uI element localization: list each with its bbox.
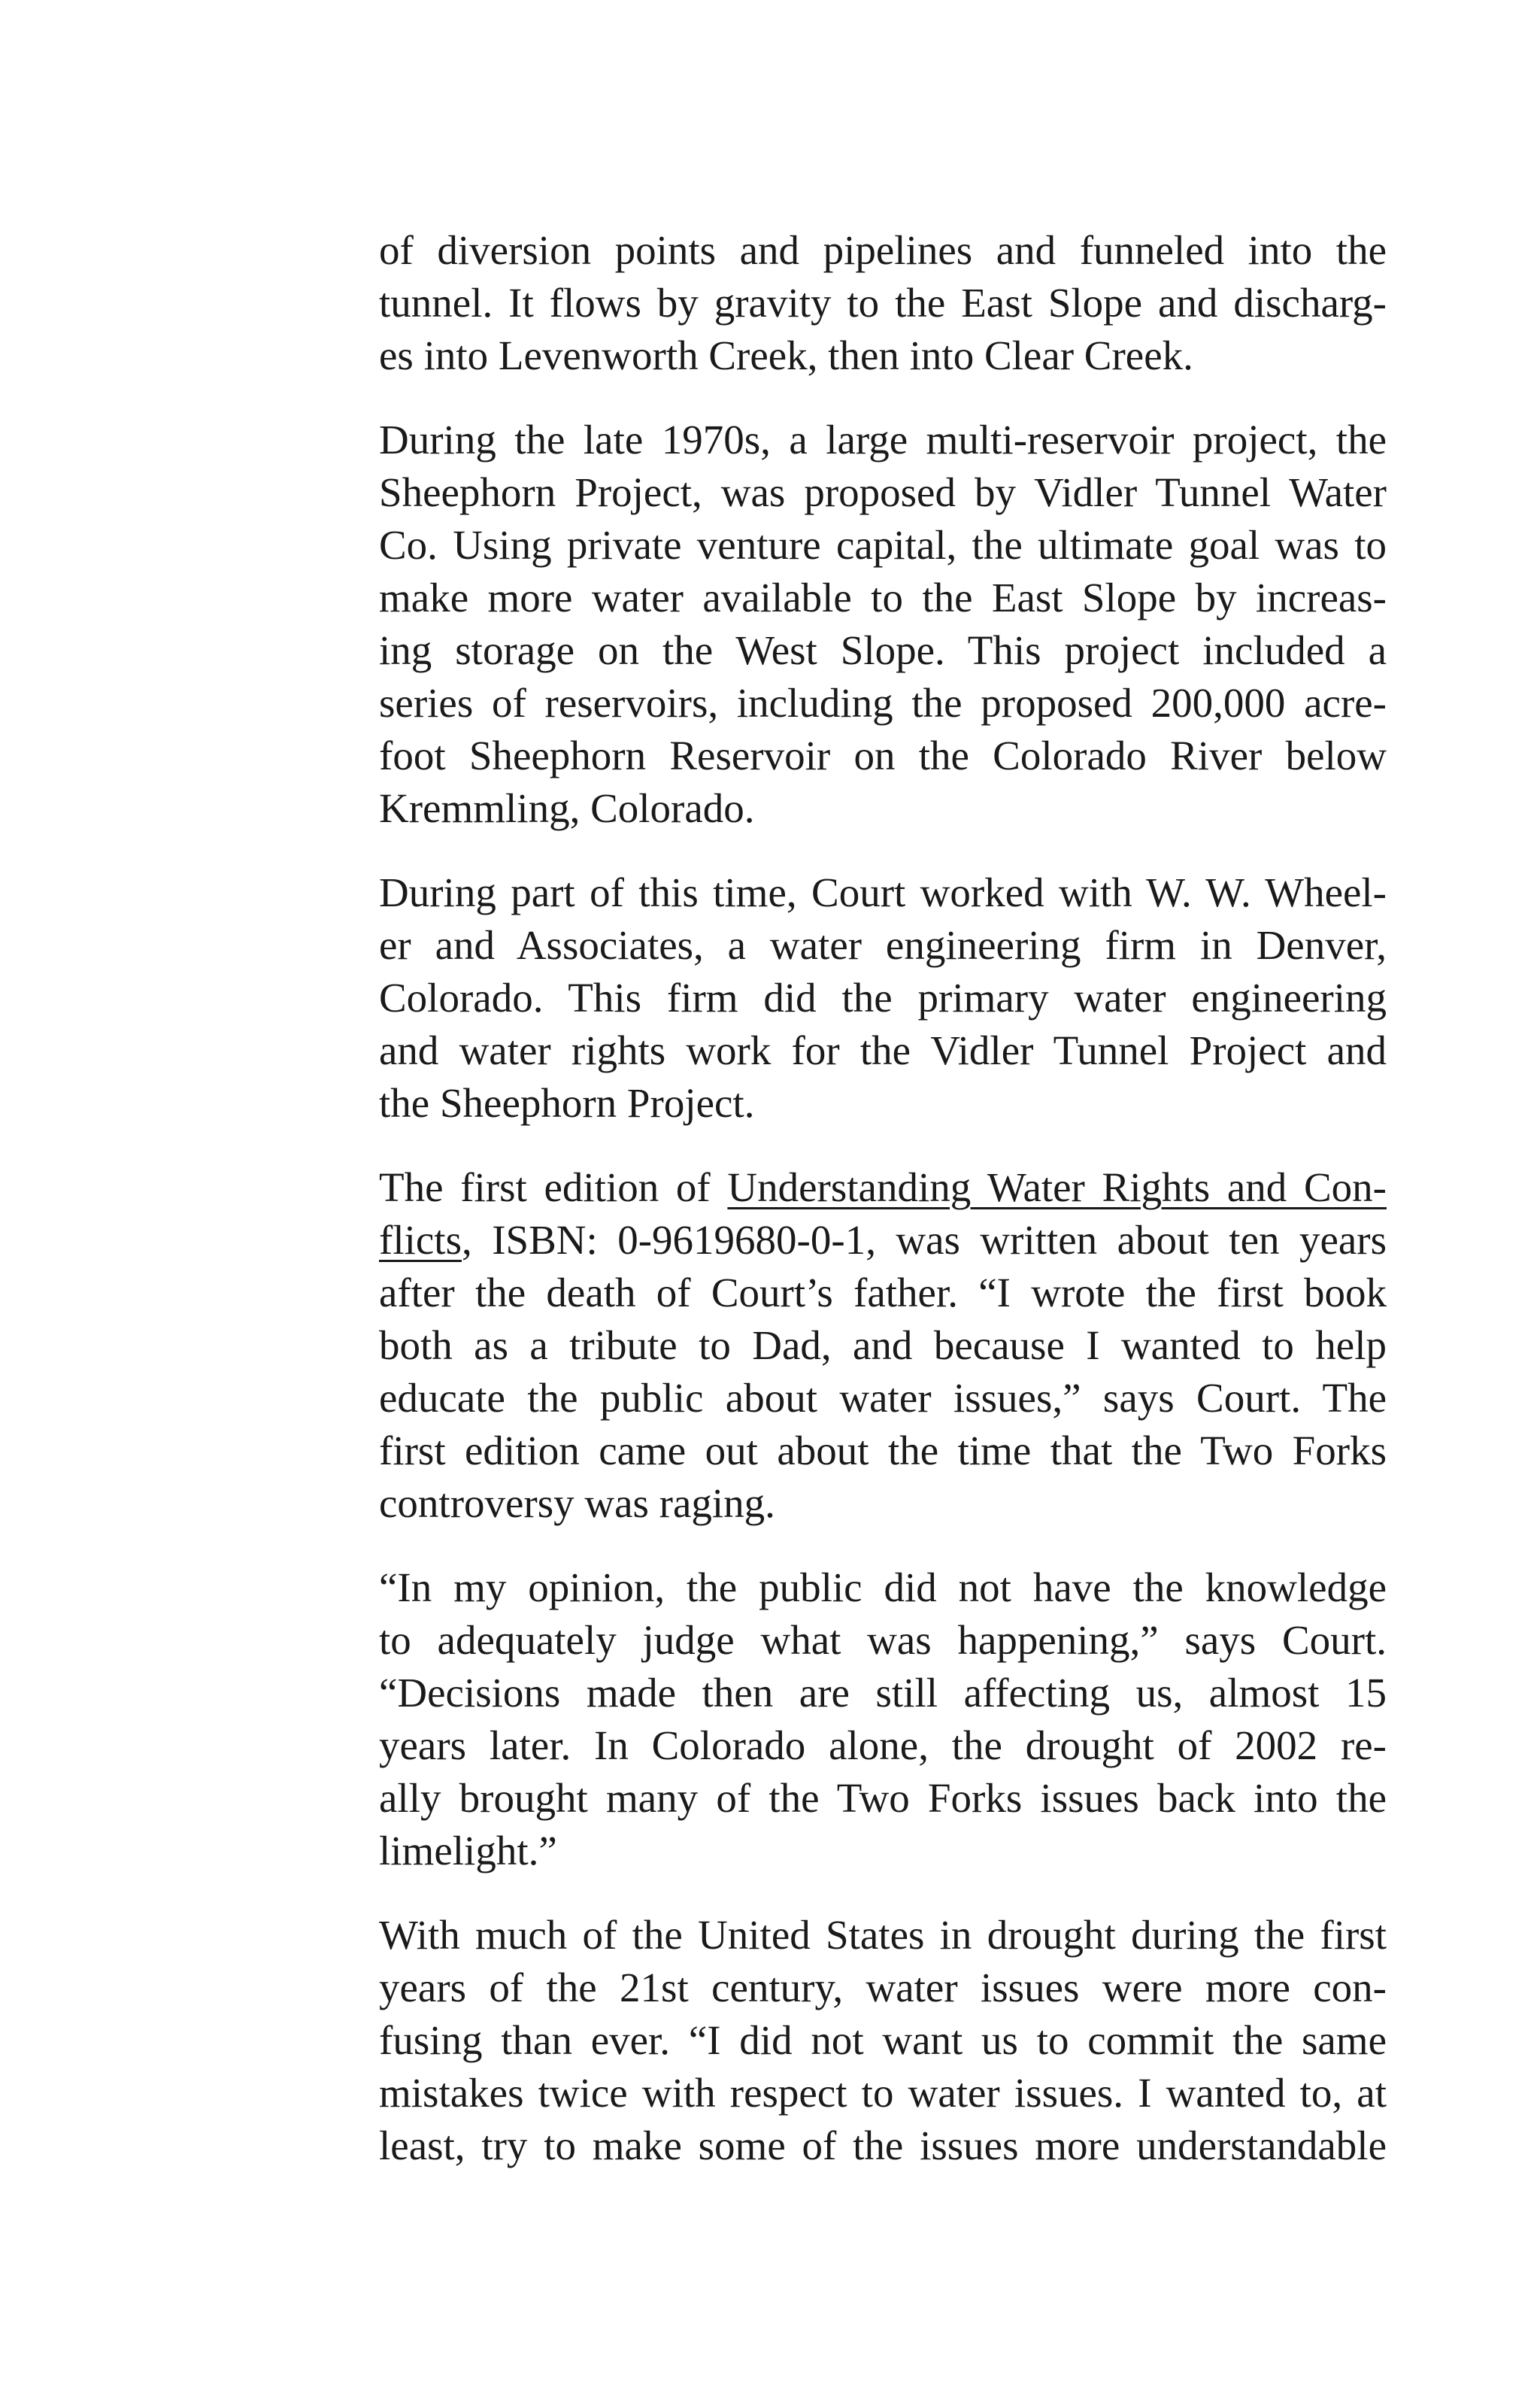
- text-line: years of the 21st century, water issues were more con-: [379, 1965, 1387, 2010]
- text-line: mistakes twice with respect to water issues. I wanted to, at: [379, 2070, 1387, 2116]
- text-fragment: The first edition of: [379, 1164, 728, 1210]
- text-line: the Sheephorn Project.: [379, 1080, 755, 1126]
- paragraph-tunnel-flow: [379, 224, 1387, 382]
- text-line: foot Sheephorn Reservoir on the Colorado River below: [379, 733, 1387, 778]
- text-line: Co. Using private venture capital, the ultimate goal was to: [379, 522, 1387, 568]
- text-line: Kremmling, Colorado.: [379, 785, 755, 831]
- text-fragment: , ISBN: 0-9619680-0-1, was written about ten years: [461, 1217, 1387, 1263]
- paragraph-wheeler-associates: [379, 866, 1387, 1130]
- paragraph-drought: [379, 1909, 1387, 2172]
- text-line: both as a tribute to Dad, and because I wanted to help: [379, 1322, 1387, 1368]
- body-text: [379, 224, 1387, 2172]
- paragraph-court-quote: [379, 1561, 1387, 1877]
- text-line: years later. In Colorado alone, the drought of 2002 re-: [379, 1722, 1387, 1768]
- text-line: During the late 1970s, a large multi-reservoir project, the: [379, 417, 1387, 463]
- paragraph-first-edition: [379, 1161, 1387, 1530]
- text-line: fusing than ever. “I did not want us to commit the same: [379, 2017, 1387, 2063]
- text-line: and water rights work for the Vidler Tunnel Project and: [379, 1027, 1387, 1073]
- book-title: Understanding Water Rights and Con-: [727, 1164, 1387, 1210]
- text-line: least, try to make some of the issues more understandable: [379, 2122, 1387, 2168]
- text-line: ing storage on the West Slope. This project included a: [379, 627, 1387, 673]
- text-line: [379, 1161, 1387, 1214]
- text-line: During part of this time, Court worked with W. W. Wheel-: [379, 869, 1387, 915]
- text-line: to adequately judge what was happening,” says Court.: [379, 1617, 1387, 1663]
- text-line: limelight.”: [379, 1828, 557, 1874]
- text-line: ally brought many of the Two Forks issues back into the: [379, 1775, 1387, 1821]
- text-line: of diversion points and pipelines and funneled into the: [379, 227, 1387, 273]
- book-title: flicts: [379, 1217, 462, 1263]
- text-line: first edition came out about the time that the Two Forks: [379, 1428, 1387, 1473]
- text-line: “Decisions made then are still affecting us, almost 15: [379, 1670, 1387, 1716]
- text-line: series of reservoirs, including the proposed 200,000 acre-: [379, 680, 1387, 726]
- text-line: controversy was raging.: [379, 1480, 775, 1526]
- text-line: educate the public about water issues,” says Court. The: [379, 1375, 1387, 1421]
- paragraph-sheephorn-project: [379, 414, 1387, 835]
- text-line: er and Associates, a water engineering firm in Denver,: [379, 922, 1387, 968]
- text-line: Colorado. This firm did the primary water engineering: [379, 975, 1387, 1021]
- text-line: after the death of Court’s father. “I wrote the first book: [379, 1270, 1387, 1315]
- text-line: make more water available to the East Slope by increas-: [379, 575, 1387, 620]
- text-line: “In my opinion, the public did not have the knowledge: [379, 1564, 1387, 1610]
- text-line: tunnel. It flows by gravity to the East Slope and discharg-: [379, 280, 1387, 326]
- text-line: Sheephorn Project, was proposed by Vidler Tunnel Water: [379, 469, 1387, 515]
- text-line: [379, 1214, 1387, 1267]
- text-line: es into Levenworth Creek, then into Clear Creek.: [379, 332, 1193, 378]
- text-line: With much of the United States in drought during the first: [379, 1912, 1387, 1958]
